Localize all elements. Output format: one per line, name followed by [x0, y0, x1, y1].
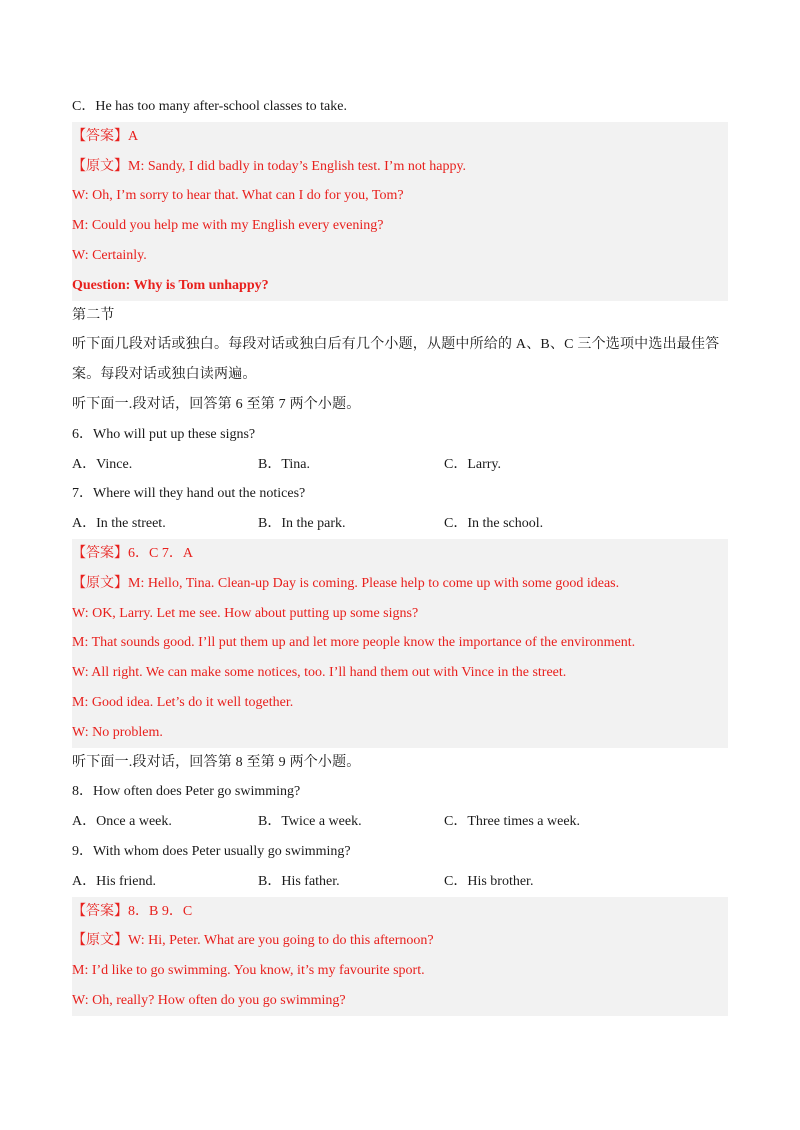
option-row [72, 450, 728, 480]
transcript-prefix: 【原文】 [72, 158, 128, 174]
transcript-line: W: Oh, I’m sorry to hear that. What can I do for you, Tom? [72, 188, 404, 204]
option-a: A．His friend. [72, 873, 156, 889]
option-c: C．Larry. [444, 456, 502, 472]
option-c: C．His brother. [444, 873, 534, 889]
transcript-line: W: OK, Larry. Let me see. How about putting up some signs? [72, 605, 419, 621]
page-content [72, 92, 728, 1016]
section-title: 第二节 [72, 307, 115, 323]
transcript-prefix: 【原文】 [72, 933, 128, 949]
q5-option-c: C．He has too many after-school classes to take. [72, 99, 347, 114]
transcript-line: W: Oh, really? How often do you go swimming? [72, 992, 346, 1008]
option-row [72, 867, 728, 897]
transcript-line [72, 152, 728, 182]
question-stem: 8．How often does Peter go swimming? [72, 784, 301, 800]
transcript-line: W: Certainly. [72, 247, 147, 263]
dialog-intro: 听下面一.段对话，回答第 6 至第 7 两个小题。 [72, 396, 361, 412]
option-row [72, 807, 728, 837]
transcript-line [72, 926, 728, 956]
option-c: C．Three times a week. [444, 814, 581, 830]
answer-block-q8-9 [72, 897, 728, 1016]
transcript-text: W: Hi, Peter. What are you going to do this afternoon? [128, 933, 434, 949]
question-stem: 6．Who will put up these signs? [72, 426, 256, 442]
transcript-text: M: Sandy, I did badly in today’s English test. I’m not happy. [128, 158, 467, 174]
option-a: A．Once a week. [72, 814, 172, 830]
option-c: C．In the school. [444, 516, 544, 532]
section-instruction: 听下面几段对话或独白。每段对话或独白后有几个小题，从题中所给的 A、B、C 三个选项中选出最佳答 [72, 337, 720, 353]
question-line: Question: Why is Tom unhappy? [72, 277, 269, 293]
option-row [72, 509, 728, 539]
option-a: A．Vince. [72, 456, 133, 472]
answer-line: 【答案】6．C 7．A [72, 545, 193, 561]
transcript-line: M: Could you help me with my English every evening? [72, 218, 384, 234]
question-stem: 9．With whom does Peter usually go swimming? [72, 843, 351, 859]
option-b: B．His father. [258, 873, 340, 889]
transcript-line: M: That sounds good. I’ll put them up and let more people know the importance of the environment. [72, 635, 636, 651]
transcript-line: W: No problem. [72, 724, 163, 740]
transcript-line: W: All right. We can make some notices, too. I’ll hand them out with Vince in the street. [72, 665, 567, 681]
answer-block-q5 [72, 122, 728, 301]
transcript-line: M: I’d like to go swimming. You know, it’s my favourite sport. [72, 963, 425, 979]
answer-line: 【答案】8．B 9．C [72, 903, 193, 919]
option-b: B．Tina. [258, 456, 311, 472]
answer-block-q6-7 [72, 539, 728, 748]
option-a: A．In the street. [72, 516, 166, 532]
option-b: B．In the park. [258, 516, 346, 532]
transcript-text: M: Hello, Tina. Clean-up Day is coming. Please help to come up with some good ideas. [128, 575, 620, 591]
option-b: B．Twice a week. [258, 814, 362, 830]
transcript-line: M: Good idea. Let’s do it well together. [72, 694, 294, 710]
answer-line: 【答案】A [72, 128, 139, 144]
question-stem: 7．Where will they hand out the notices? [72, 486, 306, 502]
transcript-line [72, 569, 728, 599]
transcript-prefix: 【原文】 [72, 575, 128, 591]
dialog-intro: 听下面一.段对话，回答第 8 至第 9 两个小题。 [72, 754, 361, 770]
section-instruction: 案。每段对话或独白读两遍。 [72, 367, 257, 383]
